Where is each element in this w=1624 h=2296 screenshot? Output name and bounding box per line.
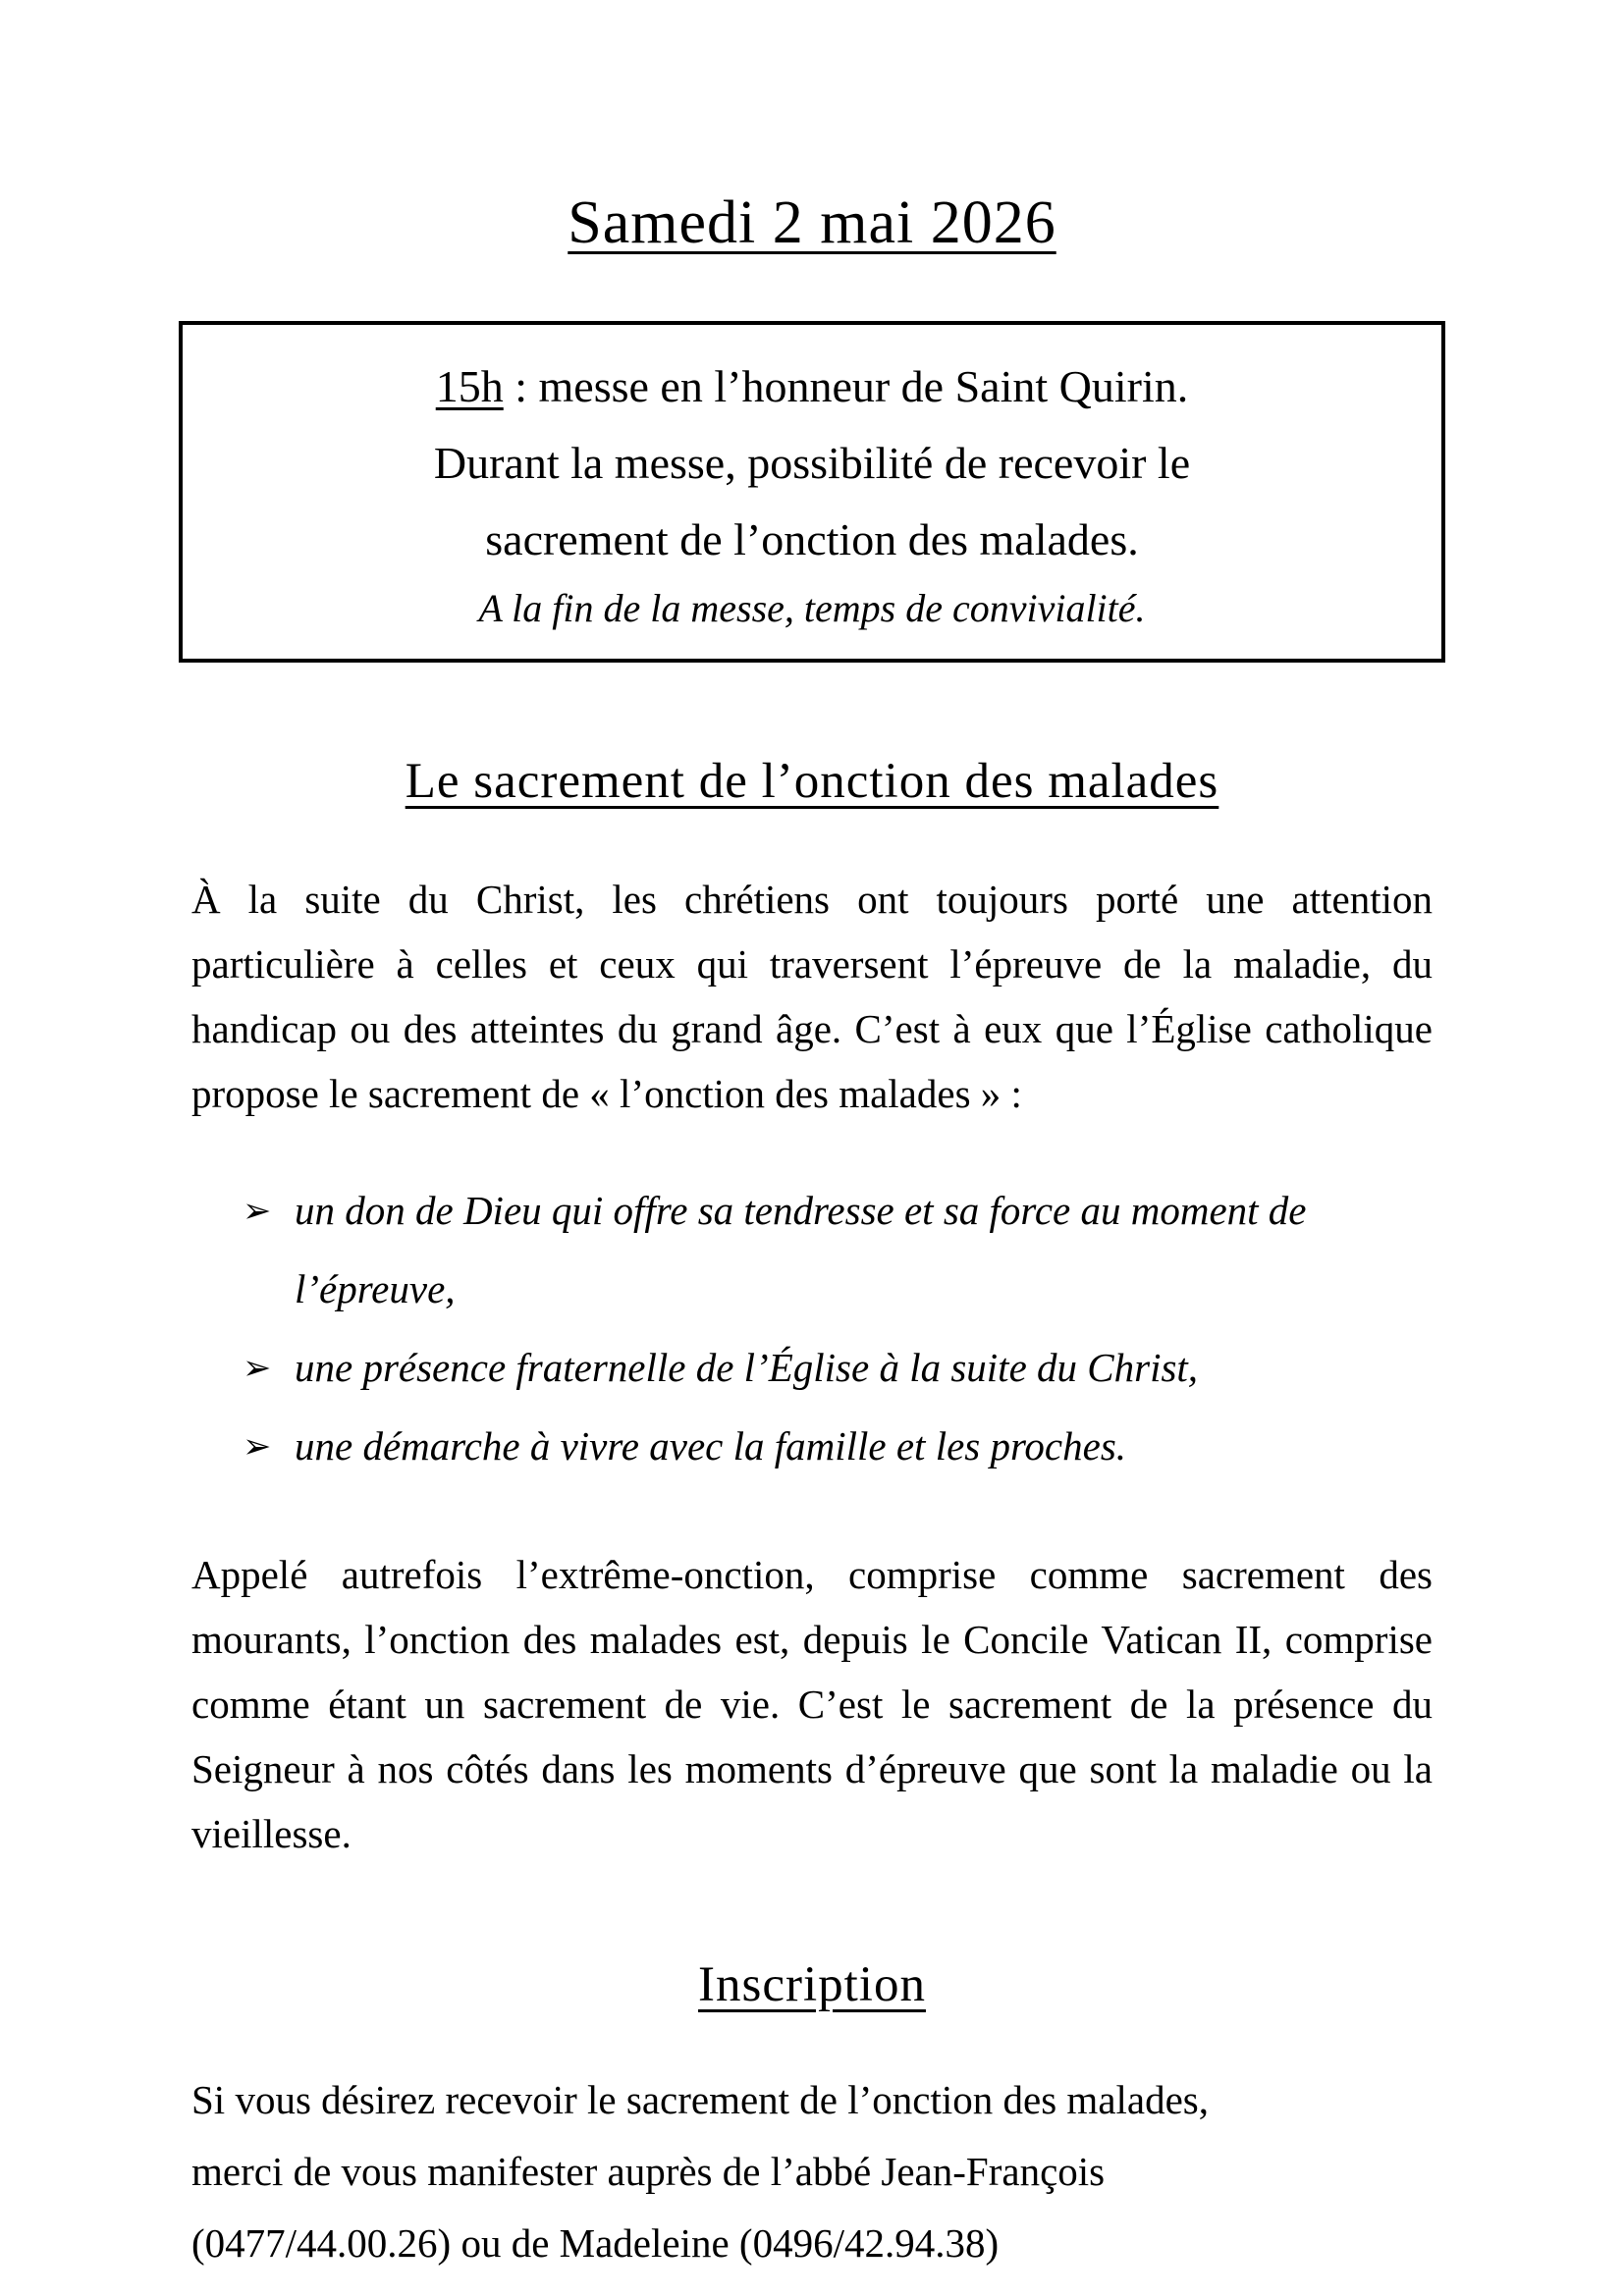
paragraph-intro: À la suite du Christ, les chrétiens ont toujours porté une attention particulière à celles et ceux qui traversent l’épreuve de la maladie, du handicap ou des atteintes du grand âge. C’est à eux que l’Église catholique propose le sacrement de « l’onction des malades » :	[191, 877, 1433, 1116]
inscription-line: Si vous désirez recevoir le sacrement de l’onction des malades,	[191, 2077, 1210, 2122]
event-box	[179, 321, 1445, 663]
page-title: Samedi 2 mai 2026	[568, 189, 1056, 256]
bullet-text: une démarche à vivre avec la famille et les proches.	[295, 1423, 1127, 1468]
bullet-text: un don de Dieu qui offre sa tendresse et sa force au moment de l’épreuve,	[295, 1188, 1307, 1311]
event-line-2: Durant la messe, possibilité de recevoir le	[433, 438, 1191, 488]
list-item	[191, 1171, 1433, 1328]
list-item	[191, 1328, 1433, 1407]
arrowhead-bullet-icon: ➢	[243, 1349, 272, 1388]
arrowhead-bullet-icon: ➢	[243, 1427, 272, 1467]
inscription-line: (0477/44.00.26) ou de Madeleine (0496/42.94.38)	[191, 2220, 1000, 2266]
arrowhead-bullet-icon: ➢	[243, 1192, 272, 1231]
list-item	[191, 1407, 1433, 1485]
inscription-paragraph	[191, 2064, 1433, 2279]
event-line-3: sacrement de l’onction des malades.	[485, 514, 1139, 564]
event-line-1-text: : messe en l’honneur de Saint Quirin.	[503, 361, 1189, 411]
section-heading-sacrement: Le sacrement de l’onction des malades	[405, 754, 1219, 809]
section-heading-inscription: Inscription	[698, 1957, 926, 2012]
event-line-4-italic: A la fin de la messe, temps de convivialité.	[478, 586, 1146, 630]
event-line-1	[202, 348, 1422, 425]
event-time: 15h	[435, 361, 504, 411]
inscription-line: merci de vous manifester auprès de l’abbé Jean-François	[191, 2149, 1106, 2194]
bullet-list	[191, 1171, 1433, 1485]
bullet-text: une présence fraternelle de l’Église à la suite du Christ,	[295, 1345, 1199, 1390]
paragraph-history: Appelé autrefois l’extrême-onction, comprise comme sacrement des mourants, l’onction des malades est, depuis le Concile Vatican II, comprise comme étant un sacrement de vie. C’est le sacrement de la présence du Seigneur à nos côtés dans les moments d’épreuve que sont la maladie ou la vieillesse.	[191, 1552, 1433, 1856]
